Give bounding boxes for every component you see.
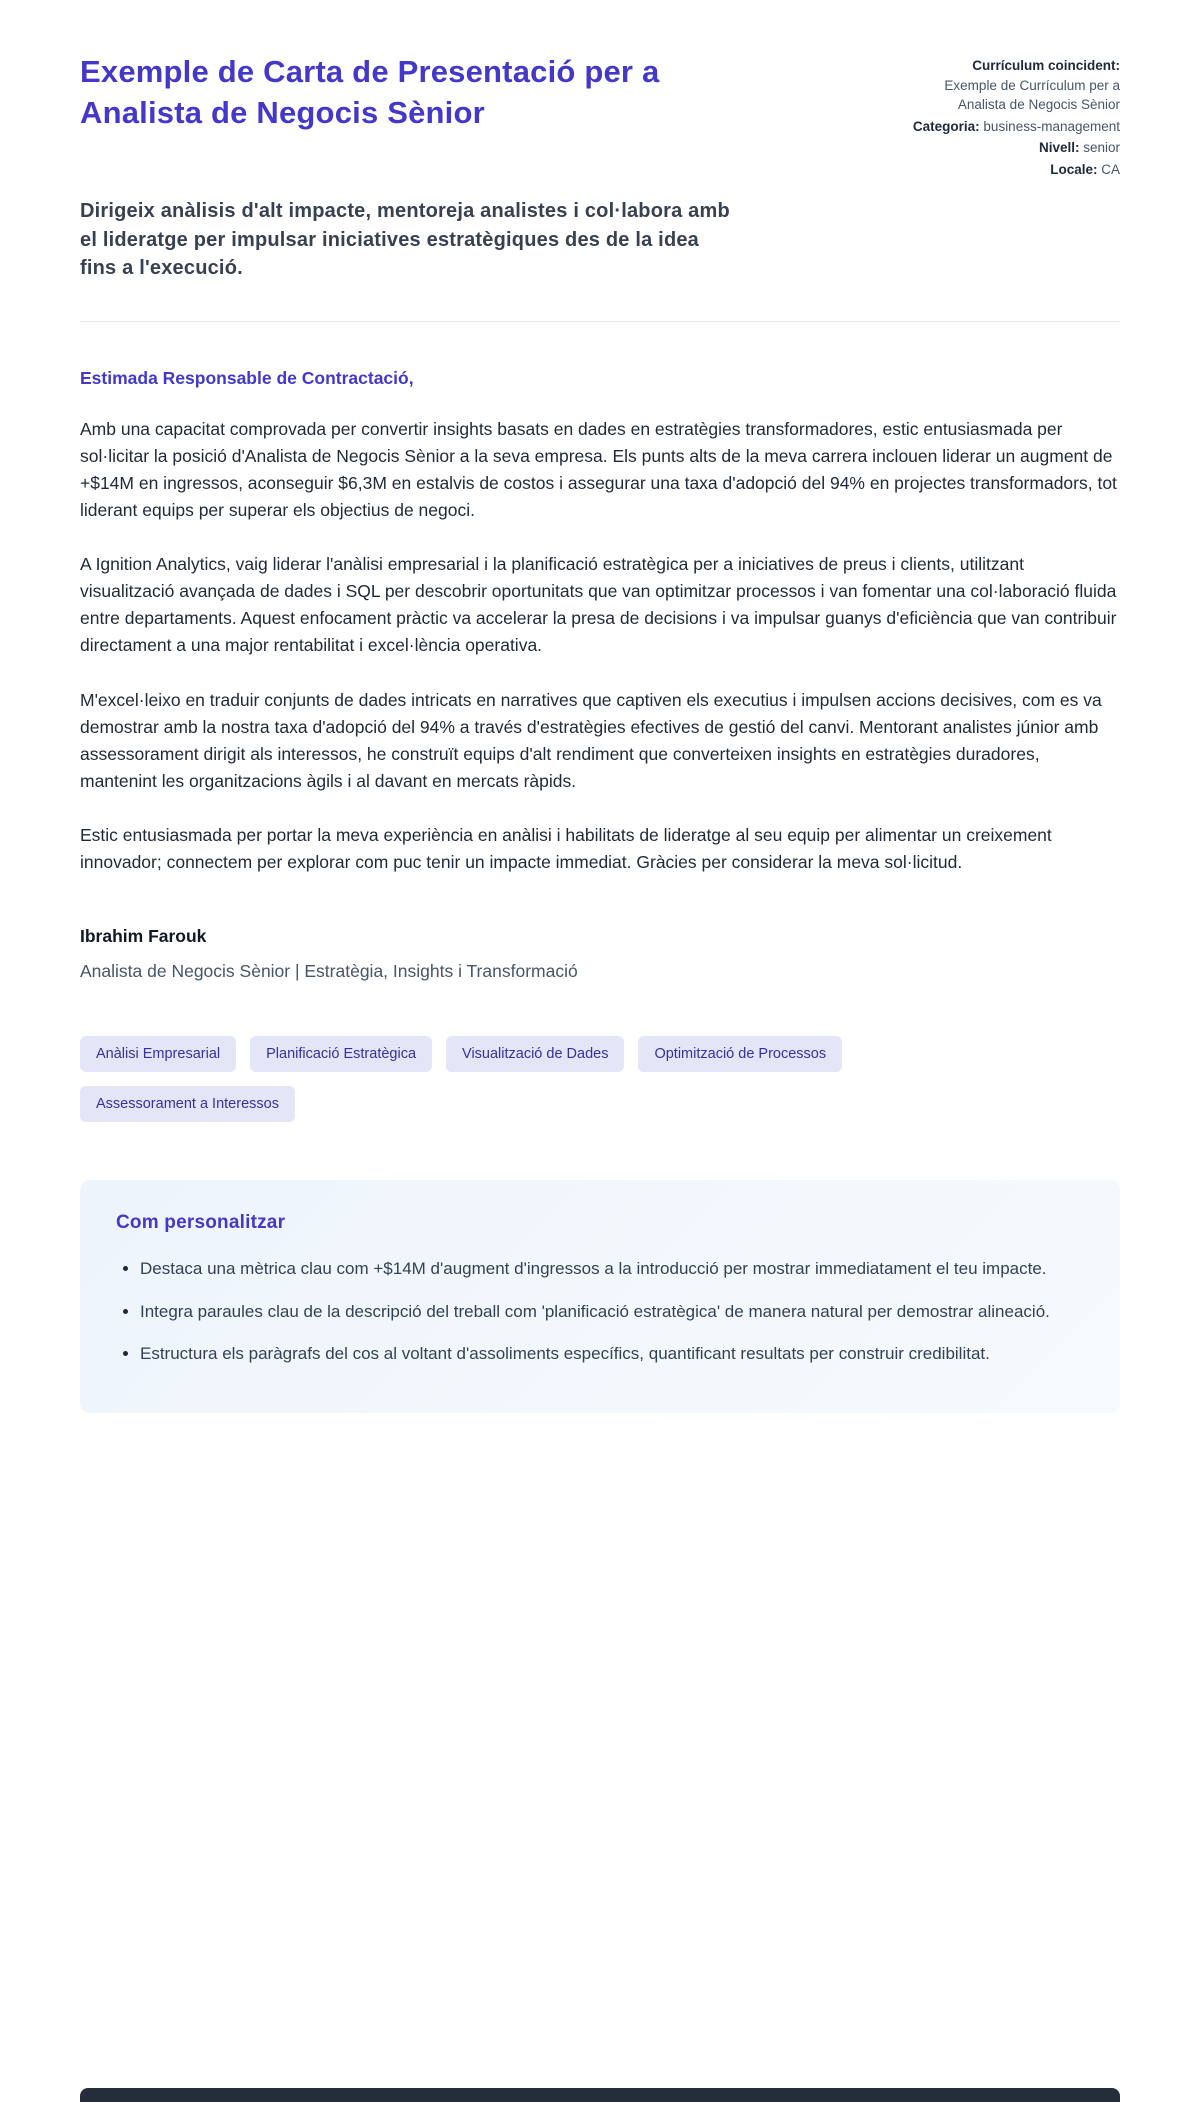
cover-letter-body bbox=[80, 368, 1120, 983]
skill-tag: Anàlisi Empresarial bbox=[80, 1036, 236, 1072]
skill-tag: Assessorament a Interessos bbox=[80, 1086, 295, 1122]
header-divider bbox=[80, 321, 1120, 322]
next-section-edge bbox=[80, 2088, 1120, 2102]
tip-item: • Integra paraules clau de la descripció del treball com 'planificació estratègica' de manera natural per demostrar alineació. bbox=[140, 1299, 1084, 1325]
meta-category-value: business-management bbox=[983, 118, 1120, 134]
page-title: Exemple de Carta de Presentació per a Analista de Negocis Sènior bbox=[80, 54, 660, 130]
tips-list bbox=[116, 1256, 1084, 1367]
customization-tips-box bbox=[80, 1180, 1120, 1413]
meta-matching-resume bbox=[908, 56, 1120, 115]
letter-paragraph: Estic entusiasmada per portar la meva experiència en anàlisi i habilitats de lideratge al seu equip per alimentar un creixement innovador; connectem per explorar com puc tenir un impacte immediat. Gràcies per considerar la meva sol·licitud. bbox=[80, 825, 1052, 873]
meta-category bbox=[908, 117, 1120, 137]
skill-tags bbox=[80, 1036, 1060, 1122]
meta-matching-resume-label: Currículum coincident: bbox=[972, 58, 1120, 73]
tips-title: Com personalitzar bbox=[116, 1212, 286, 1234]
letter-paragraph: A Ignition Analytics, vaig liderar l'anàlisi empresarial i la planificació estratègica per a iniciatives de preus i clients, utilitzant visualització avançada de dades i SQL per descobrir oportunitats que van optimitzar processos i van fomentar una col·laboració fluida entre departaments. Aquest enfocament pràctic va accelerar la presa de decisions i va impulsar guanys d'eficiència que van contribuir directament a una major rentabilitat i excel·lència operativa. bbox=[80, 554, 1117, 656]
letter-paragraph: M'excel·leixo en traduir conjunts de dades intricats en narratives que captiven els executius i impulsen accions decisives, com es va demostrar amb la nostra taxa d'adopció del 94% a través d'estratègies efectives de gestió del canvi. Mentorant analistes júnior amb assessorament dirigit als interessos, he construït equips d'alt rendiment que converteixen insights en estratègies duradores, mantenint les organitzacions àgils i al davant en mercats ràpids. bbox=[80, 689, 1102, 791]
signature-title: Analista de Negocis Sènior | Estratègia, Insights i Transformació bbox=[80, 961, 578, 982]
signature-name: Ibrahim Farouk bbox=[80, 926, 207, 947]
meta-locale-label: Locale: bbox=[1050, 161, 1102, 177]
meta-level-label: Nivell: bbox=[1038, 140, 1084, 156]
header bbox=[80, 52, 1120, 181]
meta-level-value: senior bbox=[1083, 140, 1120, 156]
meta-category-label: Categoria: bbox=[912, 118, 984, 134]
meta-locale-value: CA bbox=[1101, 161, 1120, 177]
meta-matching-resume-value: Exemple de Currículum per a Analista de Negocis Sènior bbox=[944, 77, 1120, 113]
salutation: Estimada Responsable de Contractació, bbox=[80, 367, 414, 388]
skill-tag: Planificació Estratègica bbox=[250, 1036, 432, 1072]
tip-item: • Estructura els paràgrafs del cos al voltant d'assoliments específics, quantificant resultats per construir credibilitat. bbox=[140, 1341, 1084, 1367]
page-subtitle: Dirigeix anàlisis d'alt impacte, mentoreja analistes i col·labora amb el lideratge per impulsar iniciatives estratègiques des de la idea fins a l'execució. bbox=[80, 200, 730, 280]
tip-item: • Destaca una mètrica clau com +$14M d'augment d'ingressos a la introducció per mostrar immediatament el teu impacte. bbox=[140, 1256, 1084, 1282]
skill-tag: Visualització de Dades bbox=[446, 1036, 624, 1072]
meta-level bbox=[908, 138, 1120, 158]
skill-tag: Optimització de Processos bbox=[638, 1036, 842, 1072]
meta-locale bbox=[908, 160, 1120, 180]
meta-panel bbox=[908, 52, 1120, 181]
letter-paragraph: Amb una capacitat comprovada per convertir insights basats en dades en estratègies transformadores, estic entusiasmada per sol·licitar la posició d'Analista de Negocis Sènior a la seva empresa. Els punts alts de la meva carrera inclouen liderar un augment de +$14M en ingressos, aconseguir $6,3M en estalvis de costos i assegurar una taxa d'adopció del 94% en projectes transformadors, tot liderant equips per superar els objectius de negoci. bbox=[80, 418, 1117, 520]
